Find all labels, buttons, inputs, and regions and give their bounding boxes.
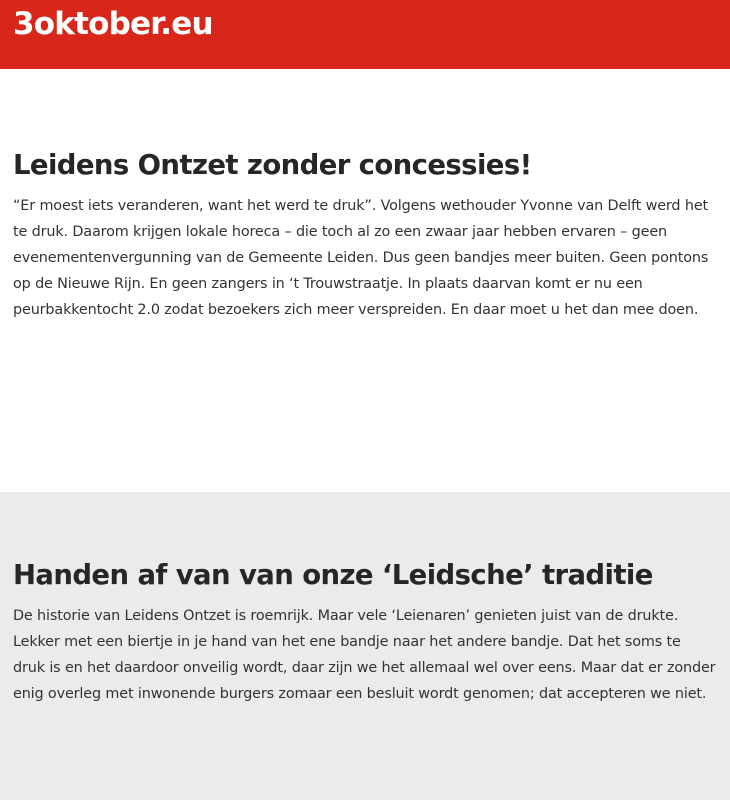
section-title: Leidens Ontzet zonder concessies! [13, 149, 532, 181]
section-body: “Er moest iets veranderen, want het werd te druk”. Volgens wethouder Yvonne van Delft werd het te druk. Daarom krijgen lokale horeca – die toch al zo een zwaar jaar hebben ervaren – geen evenementenvergunning van de Gemeente Leiden. Dus geen bandjes meer buiten. Geen pontons op de Nieuwe Rijn. En geen zangers in ‘t Trouwstraatje. In plaats daarvan komt er nu een peurbakkentocht 2.0 zodat bezoekers zich meer verspreiden. En daar moet u het dan mee doen. [13, 198, 709, 318]
site-header [0, 0, 730, 69]
section-handen-af-traditie [0, 492, 730, 800]
site-logo-link[interactable]: 3oktober.eu [13, 6, 213, 42]
section-body: De historie van Leidens Ontzet is roemrijk. Maar vele ‘Leienaren’ genieten juist van de drukte. Lekker met een biertje in je hand van het ene bandje naar het andere bandje. Dat het soms te druk is en het daardoor onveilig wordt, daar zijn we het allemaal wel over eens. Maar dat er zonder enig overleg met inwonende burgers zomaar een besluit wordt genomen; dat accepteren we niet. [13, 608, 716, 702]
section-leidens-ontzet-zonder-concessies [0, 69, 730, 492]
section-title: Handen af van van onze ‘Leidsche’ traditie [13, 559, 653, 591]
